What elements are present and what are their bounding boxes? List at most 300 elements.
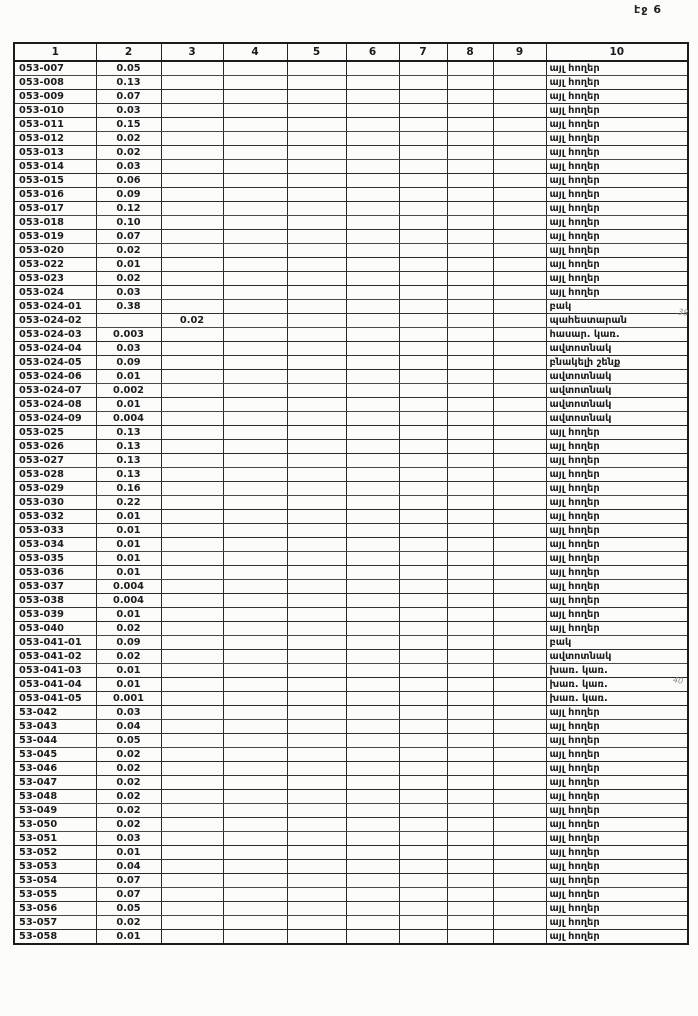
cell-parcel-code: 053-039 (14, 608, 96, 622)
cell-empty (287, 90, 346, 104)
cell-empty (493, 174, 546, 188)
table-header-row (14, 43, 688, 61)
cell-empty (223, 328, 287, 342)
cell-empty (399, 664, 447, 678)
cell-empty (399, 300, 447, 314)
cell-area (161, 104, 223, 118)
cell-parcel-code: 53-055 (14, 888, 96, 902)
cell-empty (287, 272, 346, 286)
table-row (14, 202, 688, 216)
cell-parcel-code: 053-033 (14, 524, 96, 538)
cell-land-use: այլ հողեր (546, 468, 688, 482)
cell-empty (223, 230, 287, 244)
cell-empty (493, 384, 546, 398)
cell-parcel-code: 53-048 (14, 790, 96, 804)
cell-empty (493, 706, 546, 720)
table-row (14, 594, 688, 608)
cell-land-use: բակ (546, 300, 688, 314)
cell-area: 0.02 (96, 622, 161, 636)
cell-empty (287, 496, 346, 510)
cell-empty (346, 916, 399, 930)
cell-land-use: այլ հողեր (546, 706, 688, 720)
cell-empty (287, 888, 346, 902)
cell-empty (287, 356, 346, 370)
cell-area: 0.09 (96, 636, 161, 650)
cell-empty (493, 832, 546, 846)
table-row (14, 412, 688, 426)
cell-empty (223, 440, 287, 454)
cell-parcel-code: 053-024-06 (14, 370, 96, 384)
cell-empty (447, 790, 493, 804)
cell-area (161, 286, 223, 300)
cell-empty (287, 664, 346, 678)
cell-land-use: այլ հողեր (546, 146, 688, 160)
cell-empty (447, 132, 493, 146)
cell-empty (346, 762, 399, 776)
cell-empty (447, 874, 493, 888)
cell-area (161, 454, 223, 468)
cell-empty (223, 664, 287, 678)
cell-land-use: այլ հողեր (546, 846, 688, 860)
cell-empty (346, 440, 399, 454)
cell-empty (287, 818, 346, 832)
cell-empty (223, 258, 287, 272)
cell-empty (399, 61, 447, 76)
cell-parcel-code: 053-032 (14, 510, 96, 524)
cell-empty (447, 762, 493, 776)
cell-empty (346, 188, 399, 202)
cell-area (161, 482, 223, 496)
cell-land-use: այլ հողեր (546, 440, 688, 454)
cell-parcel-code: 053-024-02 (14, 314, 96, 328)
cell-area: 0.05 (96, 902, 161, 916)
cell-land-use: այլ հողեր (546, 902, 688, 916)
cell-area: 0.03 (96, 706, 161, 720)
cell-area: 0.12 (96, 202, 161, 216)
cell-empty (447, 286, 493, 300)
cell-empty (447, 496, 493, 510)
cell-parcel-code: 053-029 (14, 482, 96, 496)
table-row (14, 454, 688, 468)
cell-area (161, 692, 223, 706)
cell-empty (346, 160, 399, 174)
cell-empty (447, 888, 493, 902)
cell-empty (346, 734, 399, 748)
table-row (14, 468, 688, 482)
cell-area (161, 916, 223, 930)
cell-empty (493, 874, 546, 888)
table-row (14, 790, 688, 804)
cell-empty (493, 440, 546, 454)
cell-parcel-code: 53-056 (14, 902, 96, 916)
cell-empty (287, 300, 346, 314)
cell-empty (493, 356, 546, 370)
cell-area: 0.01 (96, 846, 161, 860)
cell-area: 0.15 (96, 118, 161, 132)
cell-empty (287, 440, 346, 454)
cell-empty (223, 300, 287, 314)
cell-parcel-code: 53-043 (14, 720, 96, 734)
table-row (14, 174, 688, 188)
cell-land-use: այլ հողեր (546, 118, 688, 132)
cell-empty (223, 426, 287, 440)
cell-parcel-code: 53-044 (14, 734, 96, 748)
table-row (14, 328, 688, 342)
cell-empty (223, 90, 287, 104)
cell-empty (447, 678, 493, 692)
cell-empty (493, 888, 546, 902)
cell-empty (287, 118, 346, 132)
cell-parcel-code: 53-054 (14, 874, 96, 888)
cell-land-use: այլ հողեր (546, 776, 688, 790)
cell-area: 0.004 (96, 594, 161, 608)
cell-parcel-code: 053-041-01 (14, 636, 96, 650)
cell-empty (346, 300, 399, 314)
cell-area (161, 860, 223, 874)
cell-empty (399, 706, 447, 720)
cell-area: 0.13 (96, 440, 161, 454)
cell-area: 0.02 (96, 272, 161, 286)
cell-empty (346, 244, 399, 258)
cell-area (161, 426, 223, 440)
cell-area: 0.07 (96, 888, 161, 902)
cell-area (161, 846, 223, 860)
cell-empty (399, 328, 447, 342)
cell-land-use: բնակելի շենք (546, 356, 688, 370)
table-row (14, 342, 688, 356)
cell-empty (346, 342, 399, 356)
cell-empty (346, 356, 399, 370)
cell-parcel-code: 053-024-01 (14, 300, 96, 314)
cell-empty (223, 496, 287, 510)
cell-area (161, 496, 223, 510)
cell-empty (223, 314, 287, 328)
cell-empty (399, 272, 447, 286)
cell-empty (493, 762, 546, 776)
cell-empty (493, 188, 546, 202)
cell-parcel-code: 053-024-07 (14, 384, 96, 398)
column-header-3: 3 (161, 43, 223, 61)
cell-parcel-code: 053-026 (14, 440, 96, 454)
table-row (14, 160, 688, 174)
cell-empty (447, 650, 493, 664)
cell-empty (346, 930, 399, 945)
cell-empty (346, 832, 399, 846)
cell-land-use: այլ հողեր (546, 524, 688, 538)
cell-empty (287, 930, 346, 945)
cell-empty (399, 734, 447, 748)
cell-land-use: խառ. կառ. (546, 664, 688, 678)
cell-empty (493, 412, 546, 426)
cell-empty (223, 790, 287, 804)
cell-empty (447, 804, 493, 818)
cell-area (161, 930, 223, 945)
cell-area (161, 244, 223, 258)
cell-area: 0.01 (96, 510, 161, 524)
cell-land-use: այլ հողեր (546, 230, 688, 244)
cell-land-use: հասար. կառ. (546, 328, 688, 342)
cell-area (161, 300, 223, 314)
cell-empty (399, 216, 447, 230)
cell-empty (399, 202, 447, 216)
cell-area (161, 650, 223, 664)
cell-empty (223, 202, 287, 216)
cell-parcel-code: 053-009 (14, 90, 96, 104)
cell-land-use: ավտոտնակ (546, 412, 688, 426)
table-row (14, 440, 688, 454)
cell-empty (399, 748, 447, 762)
cell-land-use: այլ հողեր (546, 188, 688, 202)
cell-empty (493, 818, 546, 832)
cell-empty (399, 398, 447, 412)
cell-empty (399, 776, 447, 790)
handwritten-margin-note: 40 (672, 675, 684, 686)
cell-empty (399, 174, 447, 188)
cell-empty (346, 328, 399, 342)
cadastre-table (13, 42, 689, 945)
table-row (14, 132, 688, 146)
cell-area: 0.01 (96, 370, 161, 384)
cell-area: 0.01 (96, 398, 161, 412)
cell-empty (287, 832, 346, 846)
cell-empty (346, 398, 399, 412)
cell-area (161, 524, 223, 538)
cell-empty (493, 230, 546, 244)
cell-parcel-code: 053-023 (14, 272, 96, 286)
cell-empty (447, 104, 493, 118)
cell-empty (447, 244, 493, 258)
cell-empty (493, 370, 546, 384)
cell-empty (447, 76, 493, 90)
cell-empty (223, 272, 287, 286)
cell-parcel-code: 053-024-04 (14, 342, 96, 356)
cell-empty (346, 566, 399, 580)
cell-empty (287, 538, 346, 552)
cell-empty (399, 580, 447, 594)
cell-parcel-code: 053-011 (14, 118, 96, 132)
cell-empty (447, 300, 493, 314)
cell-empty (346, 510, 399, 524)
cell-empty (287, 286, 346, 300)
table-row (14, 608, 688, 622)
cell-empty (399, 426, 447, 440)
cell-area (161, 370, 223, 384)
cell-empty (346, 888, 399, 902)
cell-empty (223, 888, 287, 902)
cell-area (161, 790, 223, 804)
cell-empty (346, 384, 399, 398)
cell-parcel-code: 053-024-03 (14, 328, 96, 342)
cell-empty (287, 734, 346, 748)
cell-empty (493, 734, 546, 748)
cell-empty (223, 552, 287, 566)
table-row (14, 510, 688, 524)
table-row (14, 888, 688, 902)
cell-empty (287, 510, 346, 524)
cell-empty (287, 482, 346, 496)
cell-area: 0.02 (96, 762, 161, 776)
cell-area (161, 566, 223, 580)
cell-area (161, 776, 223, 790)
cell-land-use: այլ հողեր (546, 832, 688, 846)
cell-empty (287, 342, 346, 356)
cell-parcel-code: 53-052 (14, 846, 96, 860)
table-row (14, 762, 688, 776)
cell-empty (346, 580, 399, 594)
cell-empty (447, 202, 493, 216)
cell-empty (223, 818, 287, 832)
cell-empty (447, 692, 493, 706)
cell-empty (447, 902, 493, 916)
cell-empty (493, 748, 546, 762)
table-row (14, 538, 688, 552)
cell-empty (287, 146, 346, 160)
cell-parcel-code: 53-045 (14, 748, 96, 762)
cell-area: 0.07 (96, 90, 161, 104)
cell-land-use: խառ. կառ. (546, 692, 688, 706)
cell-area: 0.03 (96, 286, 161, 300)
cell-empty (447, 664, 493, 678)
cell-empty (399, 412, 447, 426)
cell-empty (223, 482, 287, 496)
cell-empty (223, 874, 287, 888)
cell-land-use: այլ հողեր (546, 216, 688, 230)
cell-empty (493, 258, 546, 272)
cell-empty (399, 622, 447, 636)
table-row (14, 678, 688, 692)
cell-area: 0.002 (96, 384, 161, 398)
cell-parcel-code: 53-042 (14, 706, 96, 720)
cell-empty (287, 650, 346, 664)
cell-land-use: այլ հողեր (546, 888, 688, 902)
cell-empty (493, 300, 546, 314)
cell-empty (223, 650, 287, 664)
table-row (14, 286, 688, 300)
cell-area: 0.02 (96, 804, 161, 818)
cell-area: 0.02 (96, 916, 161, 930)
cell-empty (447, 342, 493, 356)
cell-empty (287, 216, 346, 230)
cell-empty (447, 61, 493, 76)
table-row (14, 244, 688, 258)
cell-area (96, 314, 161, 328)
cell-area: 0.02 (96, 748, 161, 762)
column-header-7: 7 (399, 43, 447, 61)
column-header-8: 8 (447, 43, 493, 61)
cell-area (161, 902, 223, 916)
table-body (14, 61, 688, 944)
cell-empty (399, 132, 447, 146)
cell-land-use: այլ հողեր (546, 61, 688, 76)
cell-empty (346, 692, 399, 706)
cell-empty (493, 566, 546, 580)
cell-empty (223, 762, 287, 776)
cell-land-use: այլ հողեր (546, 538, 688, 552)
cell-area: 0.13 (96, 76, 161, 90)
cell-empty (223, 804, 287, 818)
cell-area: 0.05 (96, 734, 161, 748)
cell-empty (399, 678, 447, 692)
cell-empty (399, 888, 447, 902)
cell-area (161, 118, 223, 132)
cell-empty (447, 328, 493, 342)
cell-land-use: այլ հողեր (546, 76, 688, 90)
cell-empty (223, 622, 287, 636)
page-number-label: էջ 6 (634, 3, 662, 16)
cell-empty (447, 524, 493, 538)
cell-empty (399, 874, 447, 888)
table-row (14, 398, 688, 412)
cell-land-use: այլ հողեր (546, 860, 688, 874)
cell-empty (493, 930, 546, 945)
cell-empty (447, 440, 493, 454)
cell-empty (493, 594, 546, 608)
cell-empty (447, 720, 493, 734)
cell-empty (493, 118, 546, 132)
column-header-10: 10 (546, 43, 688, 61)
table-row (14, 384, 688, 398)
cell-parcel-code: 053-037 (14, 580, 96, 594)
cell-empty (223, 580, 287, 594)
cell-empty (223, 636, 287, 650)
cell-empty (223, 916, 287, 930)
cell-empty (223, 510, 287, 524)
table-row (14, 664, 688, 678)
cell-area: 0.02 (96, 818, 161, 832)
cell-empty (447, 160, 493, 174)
cell-empty (493, 202, 546, 216)
cell-empty (447, 832, 493, 846)
cell-empty (399, 930, 447, 945)
cell-area: 0.09 (96, 356, 161, 370)
cell-empty (399, 818, 447, 832)
cell-empty (223, 188, 287, 202)
cell-parcel-code: 053-008 (14, 76, 96, 90)
cell-area (161, 804, 223, 818)
cell-parcel-code: 053-027 (14, 454, 96, 468)
cell-empty (447, 482, 493, 496)
table-row (14, 482, 688, 496)
cell-empty (399, 496, 447, 510)
cell-empty (223, 594, 287, 608)
table-row (14, 76, 688, 90)
cell-land-use: այլ հողեր (546, 90, 688, 104)
cell-empty (493, 664, 546, 678)
cell-empty (447, 454, 493, 468)
cell-area (161, 468, 223, 482)
cell-empty (447, 384, 493, 398)
cell-land-use: պահեստարան (546, 314, 688, 328)
cell-empty (223, 692, 287, 706)
cell-empty (399, 370, 447, 384)
cell-parcel-code: 053-028 (14, 468, 96, 482)
cell-empty (447, 748, 493, 762)
cell-empty (447, 608, 493, 622)
cell-empty (346, 860, 399, 874)
cell-empty (493, 804, 546, 818)
cell-empty (493, 286, 546, 300)
cell-parcel-code: 53-053 (14, 860, 96, 874)
cell-empty (346, 636, 399, 650)
cell-area: 0.01 (96, 258, 161, 272)
cell-area: 0.05 (96, 61, 161, 76)
cell-empty (287, 174, 346, 188)
cell-empty (447, 916, 493, 930)
cell-area: 0.13 (96, 468, 161, 482)
cell-land-use: այլ հողեր (546, 272, 688, 286)
cell-area: 0.01 (96, 678, 161, 692)
cell-empty (493, 426, 546, 440)
